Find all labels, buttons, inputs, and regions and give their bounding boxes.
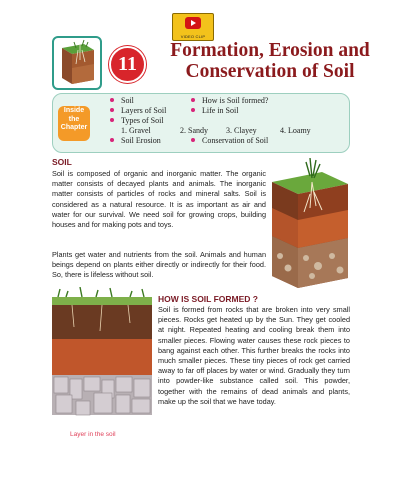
soil-layers-illustration xyxy=(52,287,152,429)
topic-item: Life in Soil xyxy=(191,106,238,116)
soil-profile-illustration xyxy=(270,158,350,290)
topic-item: Types of Soil xyxy=(110,116,164,126)
tag-line: Chapter xyxy=(60,124,88,131)
bullet-icon xyxy=(110,138,114,142)
soil-formation-paragraph: Soil is formed from rocks that are broken into very small pieces. Rocks get heated up by the Sun. They get cooled at night. Repeated heating and cooling break them into smaller pieces. Flowing water causes these rock pieces to bang against each other. This further breaks the rocks into much smaller pieces. These tiny pieces of rock get carried away to far off places by water or wind. Gradually they turn into powder-like substance called soil. This powder, together with the remains of dead animals and plants, make up the soil that we have today. xyxy=(158,305,350,406)
soil-type: 2. Sandy xyxy=(180,126,208,135)
video-clip-label: VIDEO CLIP xyxy=(180,34,206,39)
topic-item: How is Soil formed? xyxy=(191,96,268,106)
soil-type: 1. Gravel xyxy=(121,126,151,135)
soil-formation-heading: HOW IS SOIL FORMED ? xyxy=(158,294,258,304)
chapter-thumbnail xyxy=(52,36,102,90)
tag-line: Inside xyxy=(63,107,85,114)
topic-item: Soil xyxy=(110,96,134,106)
tag-line: the xyxy=(68,115,80,123)
chapter-title xyxy=(146,40,394,82)
soil-block-icon xyxy=(54,38,100,88)
subsoil-layer xyxy=(52,339,152,375)
bullet-icon xyxy=(191,138,195,142)
figure-caption: Layer in the soil xyxy=(70,431,116,438)
grass-layer xyxy=(52,297,152,305)
play-icon xyxy=(185,17,201,29)
soil-paragraph-2: Plants get water and nutrients from the soil. Animals and human beings depend on plants either directly or indirectly for their food. So, there is lifeless without soil. xyxy=(52,250,266,280)
topic-item: Conservation of Soil xyxy=(191,136,268,146)
inside-the-chapter-tag xyxy=(58,106,90,141)
soil-type: 4. Loamy xyxy=(280,126,311,135)
soil-heading: SOIL xyxy=(52,157,72,167)
bullet-icon xyxy=(110,98,114,102)
bullet-icon xyxy=(191,98,195,102)
soil-type: 3. Clayey xyxy=(226,126,257,135)
topic-item: Layers of Soil xyxy=(110,106,166,116)
soil-paragraph-1: Soil is composed of organic and inorganic matter. The organic matter consists of decayed plants and animals. The inorganic matter consists of particles of rocks and mineral salts. Soil is considered as a natural resource. It is as important as air and water for our survival. We need soil for growing crops, building houses and for making pots and toys. xyxy=(52,169,266,230)
bullet-icon xyxy=(110,108,114,112)
chapter-title-line1: Formation, Erosion and xyxy=(170,40,370,61)
topic-item: Soil Erosion xyxy=(110,136,161,146)
bullet-icon xyxy=(110,118,114,122)
bullet-icon xyxy=(191,108,195,112)
chapter-title-line2: Conservation of Soil xyxy=(185,61,355,82)
video-clip-button[interactable] xyxy=(172,13,214,41)
chapter-number: 11 xyxy=(109,46,146,83)
